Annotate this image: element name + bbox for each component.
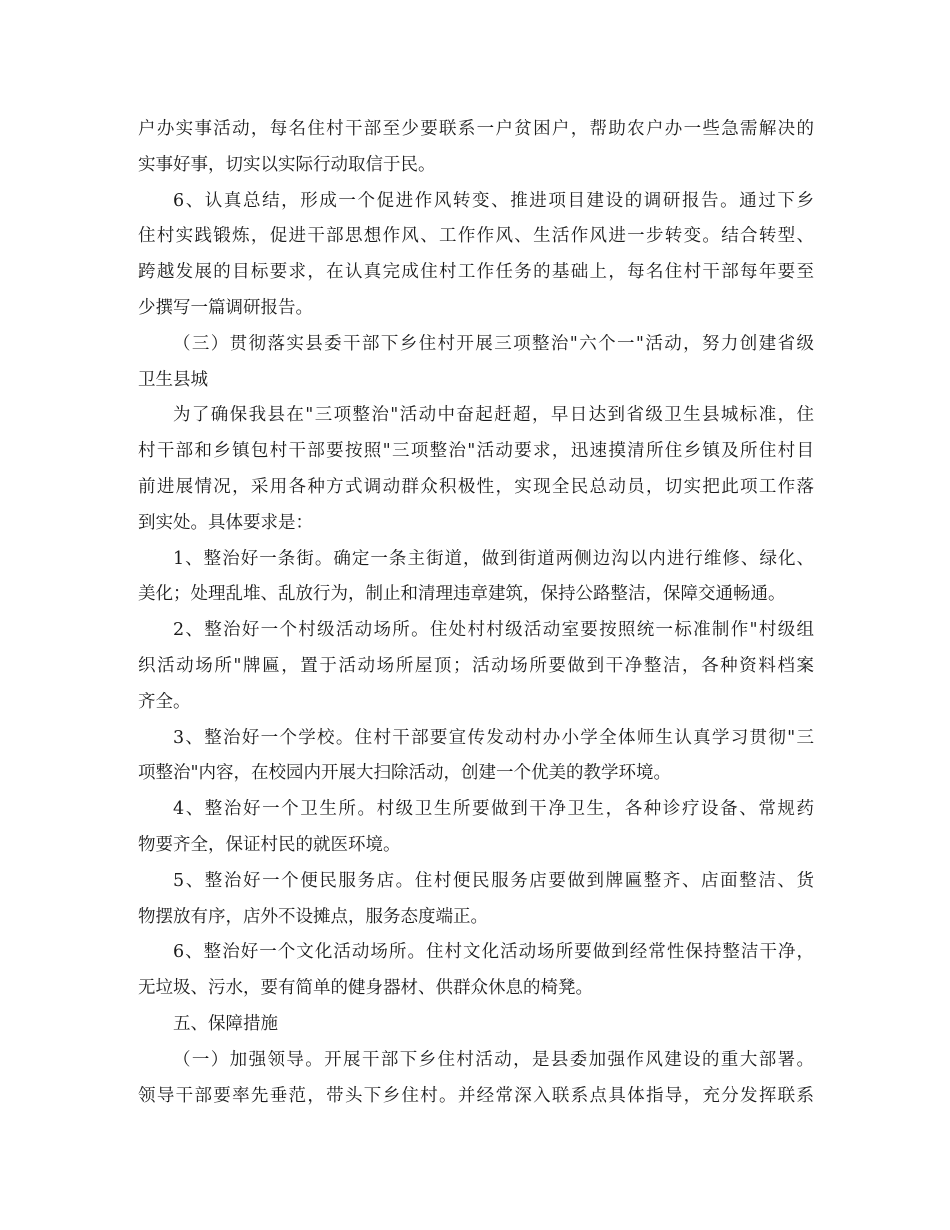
text-line: 3、整治好一个学校。住村干部要宣传发动村办小学全体师生认真学习贯彻"三 bbox=[173, 727, 814, 748]
section-heading: （三）贯彻落实县委干部下乡住村开展三项整治"六个一"活动，努力创建省级 bbox=[173, 333, 814, 354]
text-line: 户办实事活动，每名住村干部至少要联系一户贫困户，帮助农户办一些急需解决的 bbox=[138, 119, 814, 139]
document-body bbox=[138, 112, 814, 1114]
text-line: 织活动场所"牌匾，置于活动场所屋顶；活动场所要做到干净整洁，各种资料档案 bbox=[138, 655, 814, 676]
text-line: 物要齐全，保证村民的就医环境。 bbox=[138, 834, 401, 855]
text-line: 前进展情况，采用各种方式调动群众积极性，实现全民总动员，切实把此项工作落 bbox=[138, 476, 814, 497]
text-line: 5、整治好一个便民服务店。住村便民服务店要做到牌匾整齐、店面整洁、货 bbox=[173, 870, 814, 891]
text-line: 6、认真总结，形成一个促进作风转变、推进项目建设的调研报告。通过下乡 bbox=[173, 190, 814, 211]
text-line: 美化；处理乱堆、乱放行为，制止和清理违章建筑，保持公路整洁，保障交通畅通。 bbox=[138, 584, 786, 605]
text-line: 领导干部要率先垂范，带头下乡住村。并经常深入联系点具体指导，充分发挥联系 bbox=[138, 1085, 814, 1106]
text-line: 无垃圾、污水，要有简单的健身器材、供群众休息的椅凳。 bbox=[138, 978, 593, 999]
text-line: 项整治"内容，在校园内开展大扫除活动，创建一个优美的教学环境。 bbox=[138, 763, 672, 784]
text-line: 到实处。具体要求是： bbox=[138, 512, 313, 533]
text-line: 村干部和乡镇包村干部要按照"三项整治"活动要求，迅速摸清所住乡镇及所住村目 bbox=[138, 441, 814, 462]
text-line: 1、整治好一条街。确定一条主街道，做到街道两侧边沟以内进行维修、绿化、 bbox=[173, 548, 814, 569]
text-line: 6、整治好一个文化活动场所。住村文化活动场所要做到经常性保持整洁干净， bbox=[173, 942, 814, 963]
text-line: 跨越发展的目标要求，在认真完成住村工作任务的基础上，每名住村干部每年要至 bbox=[138, 262, 814, 283]
text-line: （一）加强领导。开展干部下乡住村活动，是县委加强作风建设的重大部署。 bbox=[173, 1049, 814, 1070]
section-heading: 五、保障措施 bbox=[173, 1013, 278, 1034]
text-line: 4、整治好一个卫生所。村级卫生所要做到干净卫生，各种诊疗设备、常规药 bbox=[173, 799, 814, 820]
text-line: 实事好事，切实以实际行动取信于民。 bbox=[138, 154, 436, 175]
text-line: 物摆放有序，店外不设摊点，服务态度端正。 bbox=[138, 906, 488, 927]
text-line: 齐全。 bbox=[138, 691, 191, 712]
section-heading: 卫生县城 bbox=[138, 369, 208, 390]
text-line: 少撰写一篇调研报告。 bbox=[138, 297, 313, 318]
text-line: 为了确保我县在"三项整治"活动中奋起赶超，早日达到省级卫生县城标准，住 bbox=[173, 405, 814, 426]
text-line: 住村实践锻炼，促进干部思想作风、工作作风、生活作风进一步转变。结合转型、 bbox=[138, 226, 814, 247]
text-line: 2、整治好一个村级活动场所。住处村村级活动室要按照统一标准制作"村级组 bbox=[173, 620, 814, 641]
